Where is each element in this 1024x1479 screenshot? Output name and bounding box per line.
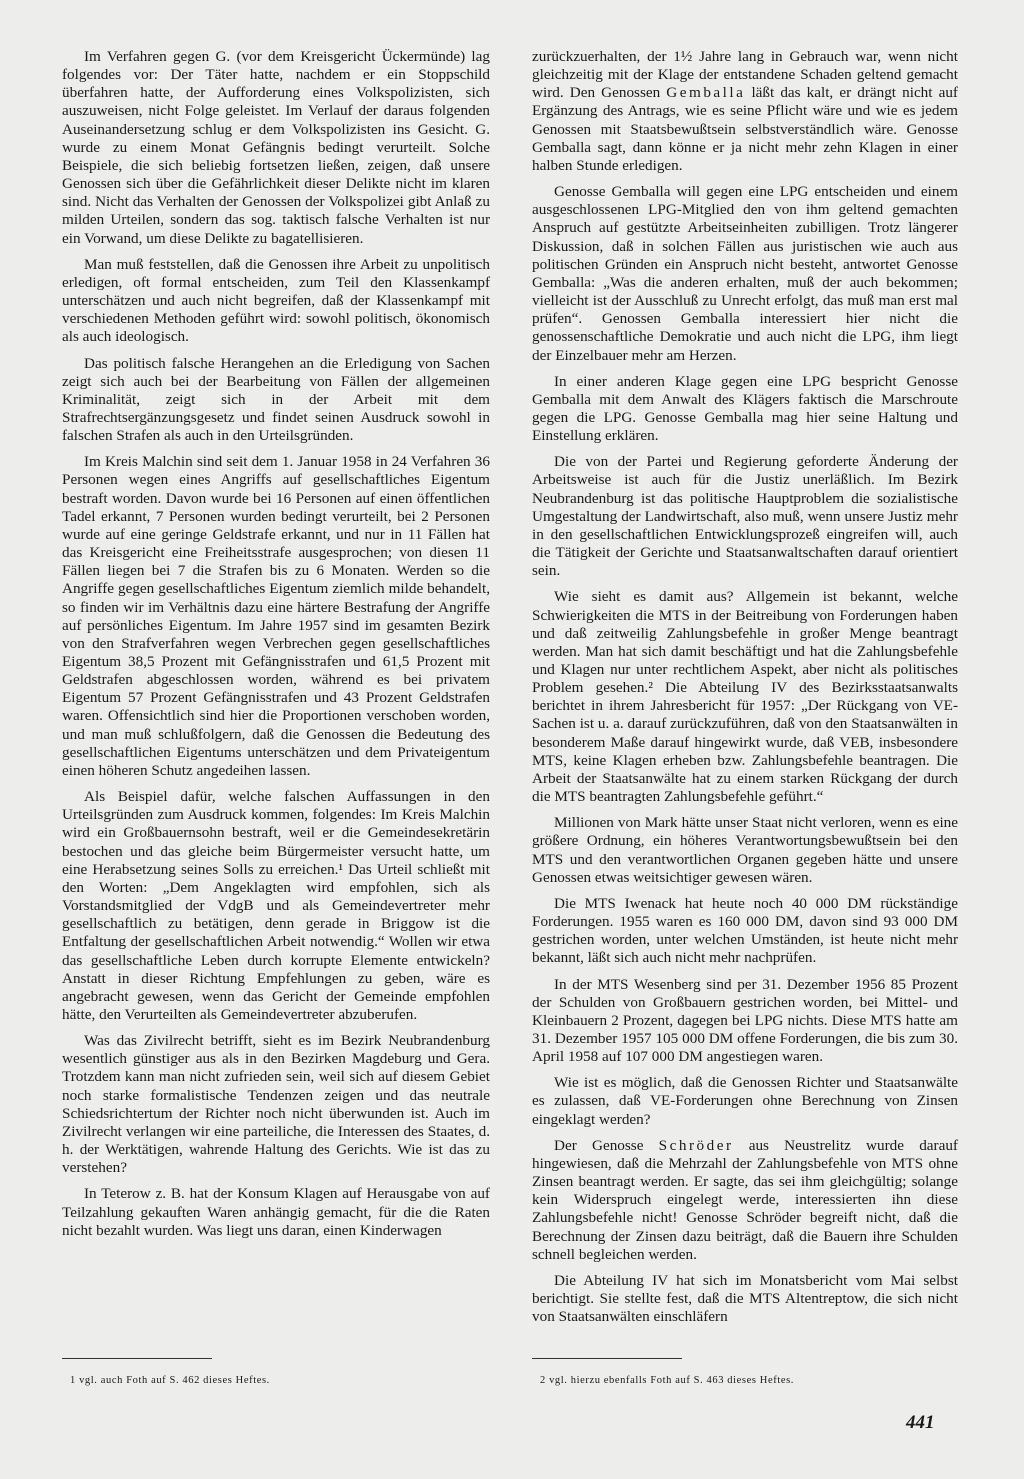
right-column xyxy=(532,48,958,1334)
text-run: aus Neustrelitz wurde darauf hingewiesen, daß die Mehrzahl der Zahlungsbefehle von MTS ohne Zinsen beantragt werden. Er sagte, das sei ihm gleichgültig; solange kein Widerspruch eingelegt werde, interessierten ihn diese Zahlungsbefehle nicht! Genosse Schröder begreift nicht, daß die Berechnung der Zinsen dazu beiträgt, daß die Bauern ihre Schulden schnell begleichen werden. xyxy=(532,1136,958,1263)
paragraph: Im Kreis Malchin sind seit dem 1. Januar 1958 in 24 Verfahren 36 Personen wegen eines Angriffs auf gesellschaftliches Eigentum bestraft worden. Davon wurde bei 16 Personen auf einen öffentlichen Tadel erkannt, 7 Personen wurden bedingt verurteilt, bei 2 Personen wurde auf eine geringe Geldstrafe erkannt, und nur in 11 Fällen hat das Kreisgericht eine Freiheitsstrafe ausgesprochen; von diesen 11 Fällen liegen bei 7 die Strafen bis zu 6 Monaten. Werden so die Angriffe gegen gesellschaftliches Eigentum ziemlich milde behandelt, so finden wir im Verhältnis dazu eine härtere Bestrafung der Angriffe auf persönliches Eigentum. Im Jahre 1957 sind im gesamten Bezirk von den Strafverfahren wegen Verbrechen gegen gesellschaftliches Eigentum 38,5 Prozent mit Gefängnisstrafen und 61,5 Prozent mit Geldstrafen abgeschlossen worden, während es bei privatem Eigentum 57 Prozent Gefängnisstrafen und 43 Prozent Geldstrafen waren. Offensichtlich sind hier die Proportionen verschoben worden, und man muß schlußfolgern, daß die Genossen die Bedeutung des gesellschaftlichen Eigentums unterschätzen und dem Privateigentum einen höheren Schutz angedeihen lassen. xyxy=(62,453,490,779)
left-column xyxy=(62,48,490,1248)
footnote-2: 2 vgl. hierzu ebenfalls Foth auf S. 463 dieses Heftes. xyxy=(540,1375,795,1386)
paragraph xyxy=(532,48,958,175)
paragraph: Das politisch falsche Herangehen an die Erledigung von Sachen zeigt sich auch bei der Bearbeitung von Fällen der allgemeinen Kriminalität, zeigt sich in der Arbeit mit dem Strafrechtsergänzungsgesetz und findet seinen Ausdruck sowohl in falschen Strafen als auch in den Urteilsgründen. xyxy=(62,354,490,445)
footnote-divider xyxy=(62,1358,212,1359)
paragraph: Was das Zivilrecht betrifft, sieht es im Bezirk Neubrandenburg wesentlich günstiger aus als in den Bezirken Magdeburg und Gera. Trotzdem kann man nicht zufrieden sein, weil sich auf diesem Gebiet noch starke formalistische Tendenzen zeigen und das neutrale Schiedsrichtertum der Richter noch nicht überwunden ist. Auch im Zivilrecht verlangen wir eine parteiliche, die Interessen des Staates, d. h. der Werktätigen, wahrende Haltung des Gerichts. Wie ist das zu verstehen? xyxy=(62,1032,490,1177)
paragraph: Die von der Partei und Regierung geforderte Änderung der Arbeitsweise ist auch für die Justiz unerläßlich. Im Bezirk Neubrandenburg ist das politische Hauptproblem die sozialistische Umgestaltung der Landwirtschaft, also muß, wenn unsere Justiz mehr in den gesellschaftlichen Entwicklungsprozeß eingreifen will, auch die Tätigkeit der Gerichte und Staatsanwaltschaften darauf orientiert sein. xyxy=(532,453,958,580)
paragraph: Im Verfahren gegen G. (vor dem Kreisgericht Ückermünde) lag folgendes vor: Der Täter hatte, nachdem er ein Stoppschild überfahren hatte, der Aufforderung eines Volkspolizisten, sich auszuweisen, nicht Folge geleistet. Im Verlauf der daraus folgenden Auseinandersetzung schlug er dem Volkspolizisten ins Gesicht. G. wurde zu einem Monat Gefängnis bedingt verurteilt. Solche Beispiele, die sich beliebig fortsetzen ließen, zeigen, daß unsere Genossen sich über die Gefährlichkeit dieser Delikte nicht im klaren sind. Nicht das Verhalten der Genossen der Volkspolizei gibt Anlaß zu milden Urteilen, sondern das sog. taktisch falsche Verhalten ist nur ein Vorwand, um diese Delikte zu bagatellisieren. xyxy=(62,48,490,247)
footnote-divider xyxy=(532,1358,682,1359)
paragraph: Die MTS Iwenack hat heute noch 40 000 DM rückständige Forderungen. 1955 waren es 160 000 DM, davon sind 93 000 DM gestrichen worden, unter welchen Umständen, ist heute nicht mehr bekannt, läßt sich auch nicht mehr nachprüfen. xyxy=(532,894,958,967)
paragraph: In einer anderen Klage gegen eine LPG bespricht Genosse Gemballa mit dem Anwalt des Klägers faktisch die Marschroute gegen die LPG. Genosse Gemballa mag hier seine Haltung und Einstellung erklären. xyxy=(532,372,958,445)
person-name: Schröder xyxy=(658,1136,734,1154)
paragraph: Die Abteilung IV hat sich im Monatsbericht vom Mai selbst berichtigt. Sie stellte fest, daß die MTS Altentreptow, die sich nicht von Staatsanwälten einschläfern xyxy=(532,1271,958,1326)
page-number: 441 xyxy=(906,1412,935,1433)
person-name: Gemballa xyxy=(666,84,746,102)
paragraph: Wie ist es möglich, daß die Genossen Richter und Staatsanwälte es zulassen, daß VE-Forderungen ohne Berechnung von Zinsen eingeklagt werden? xyxy=(532,1074,958,1128)
paragraph: Als Beispiel dafür, welche falschen Auffassungen in den Urteilsgründen zum Ausdruck kommen, folgendes: Im Kreis Malchin wird ein Großbauernsohn bestraft, weil er die Gemeindesekretärin bestochen und das gleiche beim Bürgermeister versucht hatte, um eine Herabsetzung seines Solls zu erreichen.¹ Das Urteil schließt mit den Worten: „Dem Angeklagten wird empfohlen, sich als Vorstandsmitglied der VdgB und als Gemeindevertreter mehr gesellschaftlich zu betätigen, denn gerade in Briggow ist die Entfaltung der gesellschaftlichen Arbeit notwendig.“ Wollen wir etwa das gesellschaftliche Leben durch korrupte Elemente entwickeln? Anstatt in dieser Richtung Empfehlungen zu geben, wäre es angebracht gewesen, wenn das Gericht der Gemeinde empfohlen hätte, den Verurteilten als Gemeindevertreter abzuberufen. xyxy=(62,788,490,1023)
footnote-1: 1 vgl. auch Foth auf S. 462 dieses Heftes. xyxy=(70,1375,270,1386)
paragraph: In der MTS Wesenberg sind per 31. Dezember 1956 85 Prozent der Schulden von Großbauern gestrichen worden, bei Mittel- und Kleinbauern 2 Prozent, dagegen bei LPG nichts. Diese MTS hatte am 31. Dezember 1957 105 000 DM offene Forderungen, die bis zum 30. April 1958 auf 107 000 DM angestiegen waren. xyxy=(532,975,958,1066)
paragraph xyxy=(532,1137,958,1264)
paragraph: Wie sieht es damit aus? Allgemein ist bekannt, welche Schwierigkeiten die MTS in der Beitreibung von Forderungen haben und daß zeitweilig Zahlungsbefehle in großer Menge beantragt werden. Man hat sich damit beschäftigt und hat die Zahlungsbefehle und Klagen nur unter rechtlichem Aspekt, aber nicht als politisches Problem gesehen.² Die Abteilung IV des Bezirksstaatsanwalts berichtet in ihrem Jahresbericht für 1957: „Der Rückgang von VE-Sachen ist u. a. darauf zurückzuführen, daß von den Staatsanwälten in besonderem Maße darauf hingewirkt wurde, daß VEB, insbesondere MTS, keine Klagen erheben bzw. Zahlungsbefehle beantragen. Die Arbeit der Staatsanwälte hat zu einem starken Rückgang der durch die MTS beantragten Zahlungsbefehle geführt.“ xyxy=(532,588,958,806)
paragraph: Man muß feststellen, daß die Genossen ihre Arbeit zu unpolitisch erledigen, oft formal entscheiden, zum Teil den Klassenkampf unterschätzen und auch nicht begreifen, daß der Klassenkampf mit verschiedenen Methoden geführt wird: sowohl politisch, ökonomisch als auch ideologisch. xyxy=(62,255,490,346)
text-run: Der Genosse xyxy=(554,1136,659,1154)
paragraph: In Teterow z. B. hat der Konsum Klagen auf Herausgabe von auf Teilzahlung gekauften Waren anhängig gemacht, für die die Raten nicht bezahlt wurden. Was liegt uns daran, einen Kinderwagen xyxy=(62,1185,490,1239)
text-run: läßt das kalt, er drängt nicht auf Ergänzung des Antrags, wie es seine Pflicht wäre und wie es jedem Genossen mit Staatsbewußtsein selbstverständlich wäre. Genosse Gemballa sagt, dann könne er ja nicht mehr zehn Klagen in einer halben Stunde erledigen. xyxy=(532,84,958,174)
text-run: zurückzuerhalten, der 1½ Jahre lang in Gebrauch war, wenn nicht gleichzeitig mit der Klage der entstandene Schaden geltend gemacht wird. Den Genossen xyxy=(532,48,958,102)
paragraph: Genosse Gemballa will gegen eine LPG entscheiden und einem ausgeschlossenen LPG-Mitglied den von ihm geltend gemachten Anspruch auf gestützte Arbeitseinheiten zubilligen. Trotz längerer Diskussion, daß in solchen Fällen aus juristischen wie auch aus politischen Gründen ein Anspruch nicht besteht, antwortet Genosse Gemballa: „Was die anderen erhalten, muß der auch bekommen; vielleicht ist der Ausschluß zu Unrecht erfolgt, das muß man erst mal prüfen“. Genossen Gemballa interessiert hier nicht die genossenschaftliche Demokratie und auch nicht die LPG, ihm liegt der Einzelbauer mehr am Herzen. xyxy=(532,183,958,364)
paragraph: Millionen von Mark hätte unser Staat nicht verloren, wenn es eine größere Ordnung, ein höheres Verantwortungsbewußtsein bei den MTS und den verantwortlichen Organen gegeben hätte und unsere Genossen etwas weitsichtiger gewesen wären. xyxy=(532,814,958,886)
